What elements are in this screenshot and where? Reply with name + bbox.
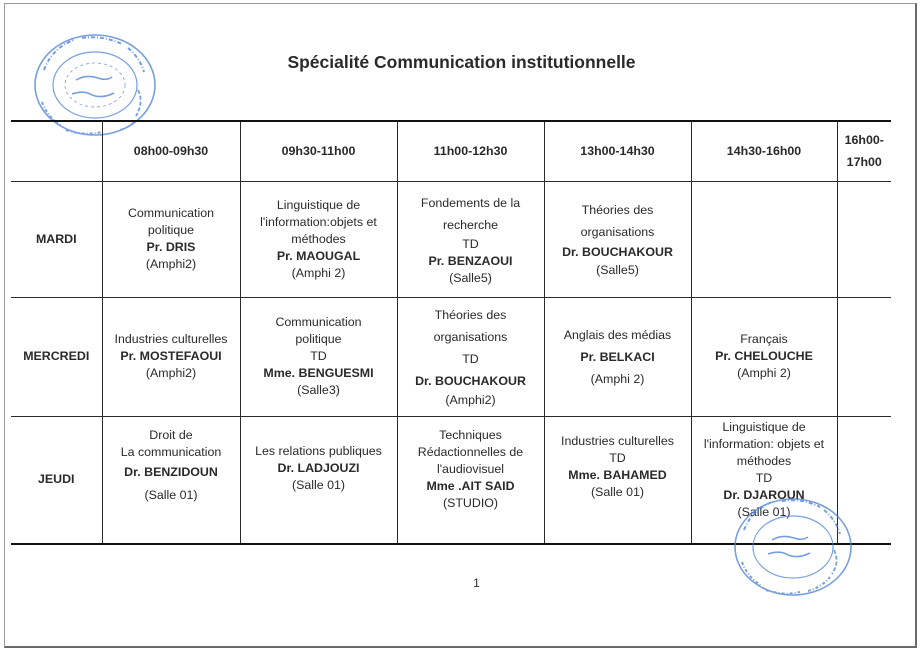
course-line: Français xyxy=(740,332,788,346)
slot-header: 11h00-12h30 xyxy=(397,121,544,181)
course-line: l'information:objets et xyxy=(260,214,377,229)
teacher-name: Pr. MOSTEFAOUI xyxy=(120,349,222,363)
course-line: Droit de xyxy=(149,427,193,442)
timetable xyxy=(11,120,891,545)
room-label: (Salle 01) xyxy=(590,484,645,499)
teacher-name: Mme .AIT SAID xyxy=(426,478,515,493)
teacher-name: Pr. BENZAOUI xyxy=(428,253,513,268)
course-cell xyxy=(544,416,691,544)
course-line: La communication xyxy=(120,444,222,459)
course-line: Linguistique de xyxy=(276,197,361,212)
room-label: (Amphi2) xyxy=(445,393,496,407)
course-cell xyxy=(691,416,837,544)
course-cell xyxy=(102,297,240,416)
header-row xyxy=(11,121,891,181)
course-line: l'information: objets et xyxy=(703,436,825,451)
page-number: 1 xyxy=(473,576,480,590)
room-label: (Amphi2) xyxy=(145,366,197,380)
room-label: (Amphi 2) xyxy=(291,265,346,280)
teacher-name: Dr. DJAROUN xyxy=(723,487,805,502)
page-title: Spécialité Communication institutionnelle xyxy=(287,52,636,72)
day-row-jeudi xyxy=(11,416,891,544)
course-line: TD xyxy=(755,470,773,485)
empty-cell xyxy=(837,297,891,416)
teacher-name: Dr. BOUCHAKOUR xyxy=(415,374,526,388)
slot-header: 13h00-14h30 xyxy=(544,121,691,181)
course-cell xyxy=(397,416,544,544)
slot-header xyxy=(837,121,891,181)
empty-cell xyxy=(837,416,891,544)
course-line: Communication xyxy=(275,315,362,329)
room-label: (Salle3) xyxy=(297,383,340,397)
teacher-name: Dr. BENZIDOUN xyxy=(124,464,218,479)
course-line: politique xyxy=(295,332,342,346)
day-row-mardi xyxy=(11,181,891,297)
course-line: Théories des xyxy=(581,203,654,217)
slot-header: 09h30-11h00 xyxy=(240,121,397,181)
teacher-name: Mme. BENGUESMI xyxy=(263,366,374,380)
course-cell xyxy=(397,181,544,297)
course-line: Fondements de la xyxy=(420,195,521,210)
room-label: (Salle5) xyxy=(596,263,639,277)
day-row-mercredi xyxy=(11,297,891,416)
day-label: JEUDI xyxy=(11,416,102,544)
room-label: (Amphi 2) xyxy=(590,371,645,386)
slot-header-line: 16h00- xyxy=(844,133,884,148)
course-line: organisations xyxy=(433,330,508,344)
teacher-name: Pr. BELKACI xyxy=(580,349,655,364)
course-cell xyxy=(240,181,397,297)
course-line: TD xyxy=(310,349,327,363)
course-cell xyxy=(544,297,691,416)
empty-cell xyxy=(837,181,891,297)
course-cell xyxy=(102,181,240,297)
course-cell xyxy=(397,297,544,416)
course-line: Industries culturelles xyxy=(561,433,674,448)
course-cell xyxy=(691,297,837,416)
room-label: (STUDIO) xyxy=(442,495,499,510)
teacher-name: Dr. LADJOUZI xyxy=(277,460,360,475)
empty-cell xyxy=(691,181,837,297)
course-line: Les relations publiques xyxy=(255,443,382,458)
room-label: (Salle 01) xyxy=(144,487,198,502)
course-line: méthodes xyxy=(291,231,346,246)
course-line: Anglais des médias xyxy=(563,327,672,342)
course-line: Techniques xyxy=(439,427,502,442)
room-label: (Amphi2) xyxy=(145,257,197,271)
room-label: (Salle5) xyxy=(449,270,492,285)
course-cell xyxy=(240,416,397,544)
course-line: Communication xyxy=(127,206,215,220)
teacher-name: Dr. BOUCHAKOUR xyxy=(562,245,673,259)
course-line: recherche xyxy=(442,217,499,232)
slot-header: 14h30-16h00 xyxy=(691,121,837,181)
teacher-name: Pr. CHELOUCHE xyxy=(715,349,813,363)
room-label: (Amphi 2) xyxy=(737,366,791,380)
day-label: MERCREDI xyxy=(11,297,102,416)
course-line: TD xyxy=(462,236,479,251)
room-label: (Salle 01) xyxy=(291,477,346,492)
slot-header-line: 17h00 xyxy=(846,155,882,170)
teacher-name: Pr. DRIS xyxy=(146,240,196,254)
course-line: méthodes xyxy=(736,453,792,468)
course-line: TD xyxy=(462,352,479,366)
course-cell xyxy=(544,181,691,297)
room-label: (Salle 01) xyxy=(737,504,791,519)
header-corner xyxy=(11,121,102,181)
course-line: l'audiovisuel xyxy=(436,461,505,476)
slot-header: 08h00-09h30 xyxy=(102,121,240,181)
day-label: MARDI xyxy=(11,181,102,297)
teacher-name: Mme. BAHAMED xyxy=(568,467,667,482)
course-line: Rédactionnelles de xyxy=(417,444,524,459)
course-line: Industries culturelles xyxy=(114,332,228,346)
course-line: politique xyxy=(147,223,195,237)
course-cell xyxy=(102,416,240,544)
course-line: organisations xyxy=(580,225,655,239)
course-cell xyxy=(240,297,397,416)
teacher-name: Pr. MAOUGAL xyxy=(276,248,361,263)
course-line: Théories des xyxy=(434,308,507,322)
course-line: TD xyxy=(609,450,626,465)
course-line: Linguistique de xyxy=(722,419,806,434)
